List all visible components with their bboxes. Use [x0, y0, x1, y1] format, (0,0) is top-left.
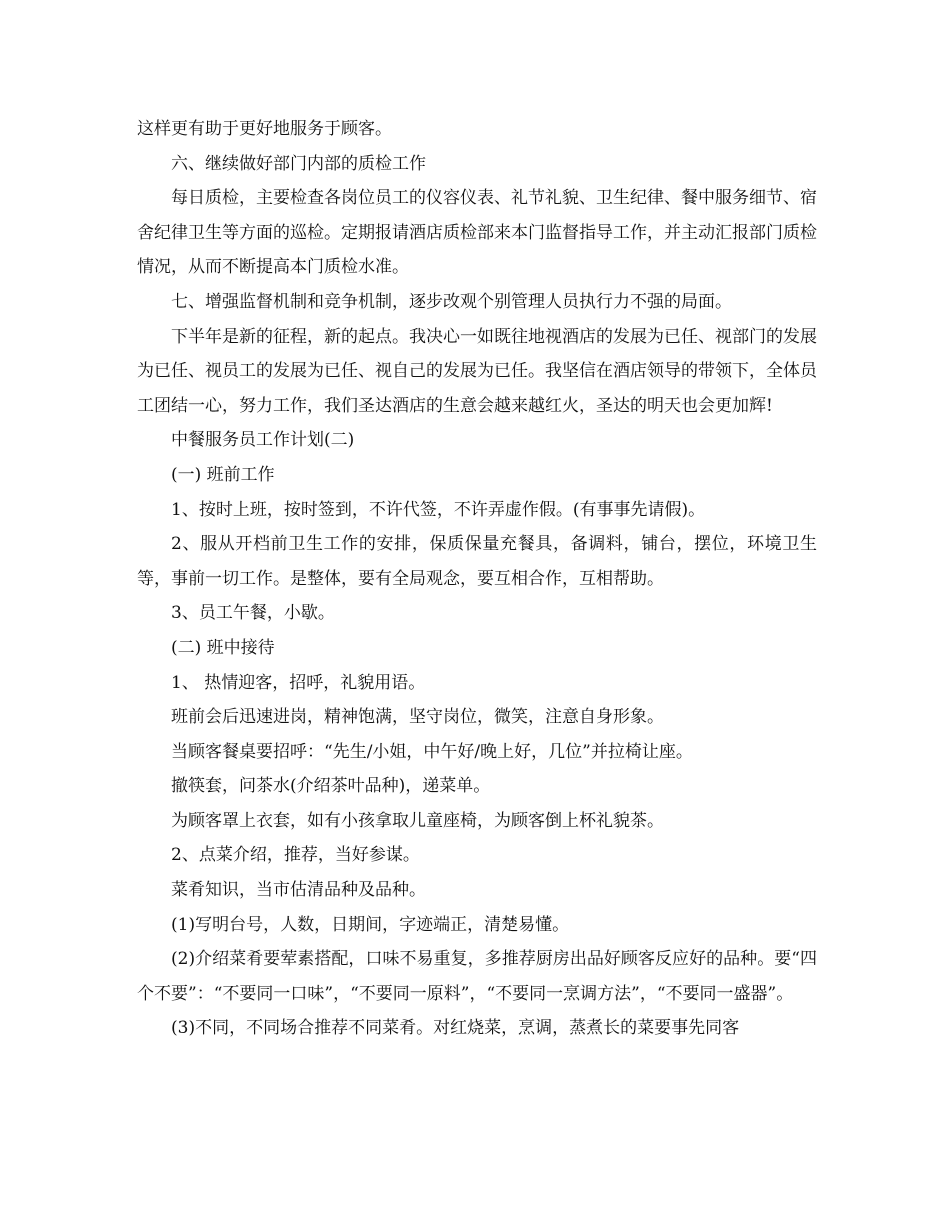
- document-body: [137, 112, 817, 1046]
- list-item: (3)不同，不同场合推荐不同菜肴。对红烧菜，烹调，蒸煮长的菜要事先同客: [171, 1018, 740, 1039]
- section-heading-quality-check: 六、继续做好部门内部的质检工作: [171, 153, 426, 174]
- paragraph: 下半年是新的征程，新的起点。我决心一如既往地视酒店的发展为已任、视部门的发展为已任、视员工的发展为已任、视自己的发展为已任。我坚信在酒店领导的带领下，全体员工团结一心，努力工作，我们圣达酒店的生意会越来越红火，圣达的明天也会更加辉!: [137, 326, 817, 416]
- list-item: 2、服从开档前卫生工作的安排，保质保量充餐具，备调料，铺台，摆位，环境卫生等，事前一切工作。是整体，要有全局观念，要互相合作，互相帮助。: [137, 534, 817, 589]
- paragraph: 这样更有助于更好地服务于顾客。: [137, 119, 392, 139]
- list-item: (1)写明台号，人数，日期间，字迹端正，清楚易懂。: [171, 914, 570, 935]
- paragraph: 菜肴知识，当市估清品种及品种。: [171, 880, 426, 901]
- list-item: (2)介绍菜肴要荤素搭配，口味不易重复，多推荐厨房出品好顾客反应好的品种。要“四个不要”：“不要同一口味”，“不要同一原料”，“不要同一烹调方法”，“不要同一盛器”。: [137, 949, 817, 1004]
- paragraph: 为顾客罩上衣套，如有小孩拿取儿童座椅，为顾客倒上杯礼貌茶。: [171, 810, 664, 831]
- list-item: 1、按时上班，按时签到，不许代签，不许弄虚作假。(有事事先请假)。: [171, 499, 706, 520]
- section-heading-supervision: 七、增强监督机制和竞争机制，逐步改观个别管理人员执行力不强的局面。: [171, 291, 732, 312]
- paragraph: 每日质检，主要检查各岗位员工的仪容仪表、礼节礼貌、卫生纪律、餐中服务细节、宿舍纪律卫生等方面的巡检。定期报请酒店质检部来本门监督指导工作，并主动汇报部门质检情况，从而不断提高本门质检水准。: [137, 188, 817, 278]
- section-heading-pre-shift: (一) 班前工作: [171, 464, 275, 485]
- section-heading-in-shift: (二) 班中接待: [171, 637, 275, 658]
- paragraph: 当顾客餐桌要招呼：“先生/小姐，中午好/晚上好，几位”并拉椅让座。: [171, 741, 693, 762]
- paragraph: 班前会后迅速进岗，精神饱满，坚守岗位，微笑，注意自身形象。: [171, 707, 664, 728]
- list-item: 1、 热情迎客，招呼，礼貌用语。: [171, 672, 426, 693]
- list-item: 2、点菜介绍，推荐，当好参谋。: [171, 845, 420, 866]
- document-subtitle: 中餐服务员工作计划(二): [171, 430, 355, 451]
- paragraph: 撤筷套，问茶水(介绍茶叶品种)，递菜单。: [171, 776, 491, 797]
- list-item: 3、员工午餐，小歇。: [171, 603, 335, 624]
